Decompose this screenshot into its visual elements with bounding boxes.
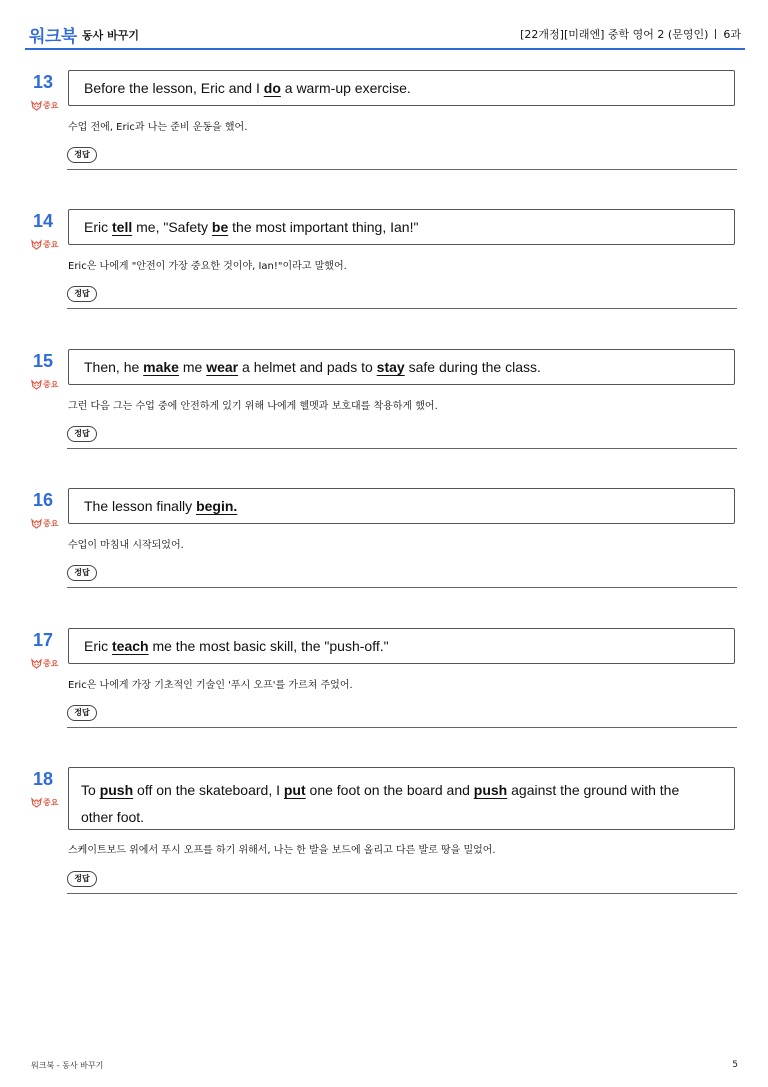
sentence-text: Then, he [84,359,144,375]
brand-title: 워크북 [29,27,77,47]
sentence-text: The lesson finally [84,498,197,514]
sentence-box [68,209,735,245]
fox-icon [31,379,42,390]
sentence-text: safe during the class. [404,359,541,375]
question-number: 15 [33,351,54,371]
answer-button[interactable]: 정답 [67,147,97,163]
answer-button[interactable]: 정답 [67,286,97,302]
sentence-text: me the most basic skill, the "push-off." [148,638,389,654]
fox-icon [31,797,42,808]
answer-line [67,727,737,728]
verb-blank: put [283,782,306,798]
fox-icon [31,239,42,250]
verb-blank: be [211,219,229,235]
page-number: 5 [732,1060,738,1070]
sentence-text: the most important thing, Ian!" [228,219,419,235]
important-badge [31,797,58,808]
answer-line [67,448,737,449]
sentence-box [68,767,735,830]
important-badge [31,100,58,111]
verb-blank: push [99,782,134,798]
important-badge [31,518,58,529]
translation: 스케이트보드 위에서 푸시 오프를 하기 위해서, 나는 한 발을 보드에 올리고 다른 발로 땅을 밀었어. [68,845,496,856]
verb-blank: begin. [196,498,238,514]
translation: 그런 다음 그는 수업 중에 안전하게 있기 위해 나에게 헬멧과 보호대를 착용하게 했어. [68,401,438,412]
lesson-number: 6과 [723,28,741,41]
question-number: 16 [33,490,54,510]
important-label: 중요 [43,798,59,807]
important-badge [31,658,58,669]
fox-icon [31,518,42,529]
verb-blank: tell [112,219,133,235]
course-info [520,26,741,42]
answer-line [67,308,737,309]
sentence-text: against the ground with the other foot. [81,782,680,825]
translation: 수업 전에, Eric과 나는 준비 운동을 했어. [68,122,248,133]
sentence-box [68,70,735,106]
sentence-text: a warm-up exercise. [280,80,411,96]
sentence-text: a helmet and pads to [238,359,377,375]
fox-icon [31,100,42,111]
sentence-text: one foot on the board and [305,782,474,798]
translation: 수업이 마침내 시작되었어. [68,540,184,551]
fox-icon [31,658,42,669]
verb-blank: make [143,359,179,375]
translation: Eric은 나에게 "안전이 가장 중요한 것이야, Ian!"이라고 말했어. [68,261,347,272]
sentence-text: Before the lesson, Eric and I [84,80,264,96]
answer-button[interactable]: 정답 [67,871,97,887]
verb-blank: do [263,80,281,96]
translation: Eric은 나에게 가장 기초적인 기술인 '푸시 오프'를 가르쳐 주었어. [68,680,353,691]
sentence-text: me, "Safety [132,219,212,235]
question-number: 17 [33,630,54,650]
important-badge [31,239,58,250]
sentence-text: To [81,782,100,798]
answer-button[interactable]: 정답 [67,705,97,721]
question-number: 14 [33,211,54,231]
verb-blank: push [473,782,508,798]
answer-button[interactable]: 정답 [67,565,97,581]
answer-button[interactable]: 정답 [67,426,97,442]
course-name: [22개정][미래엔] 중학 영어 2 (문영인) [520,28,709,41]
answer-line [67,587,737,588]
sentence-box [68,488,735,524]
important-label: 중요 [43,519,59,528]
worksheet-subtitle: 동사 바꾸기 [82,29,139,42]
important-label: 중요 [43,240,59,249]
important-label: 중요 [43,101,59,110]
answer-line [67,893,737,894]
verb-blank: wear [206,359,239,375]
header-separator [715,29,716,39]
important-label: 중요 [43,380,59,389]
page-header [25,0,745,50]
verb-blank: teach [112,638,149,654]
sentence-text: off on the skateboard, I [133,782,284,798]
footer-title: 워크북 - 동사 바꾸기 [31,1061,104,1070]
sentence-text: me [178,359,207,375]
sentence-box [68,628,735,664]
verb-blank: stay [376,359,405,375]
important-badge [31,379,58,390]
sentence-text: Eric [84,638,112,654]
question-number: 18 [33,769,54,789]
answer-line [67,169,737,170]
important-label: 중요 [43,659,59,668]
sentence-text: Eric [84,219,112,235]
sentence-box [68,349,735,385]
question-number: 13 [33,72,54,92]
